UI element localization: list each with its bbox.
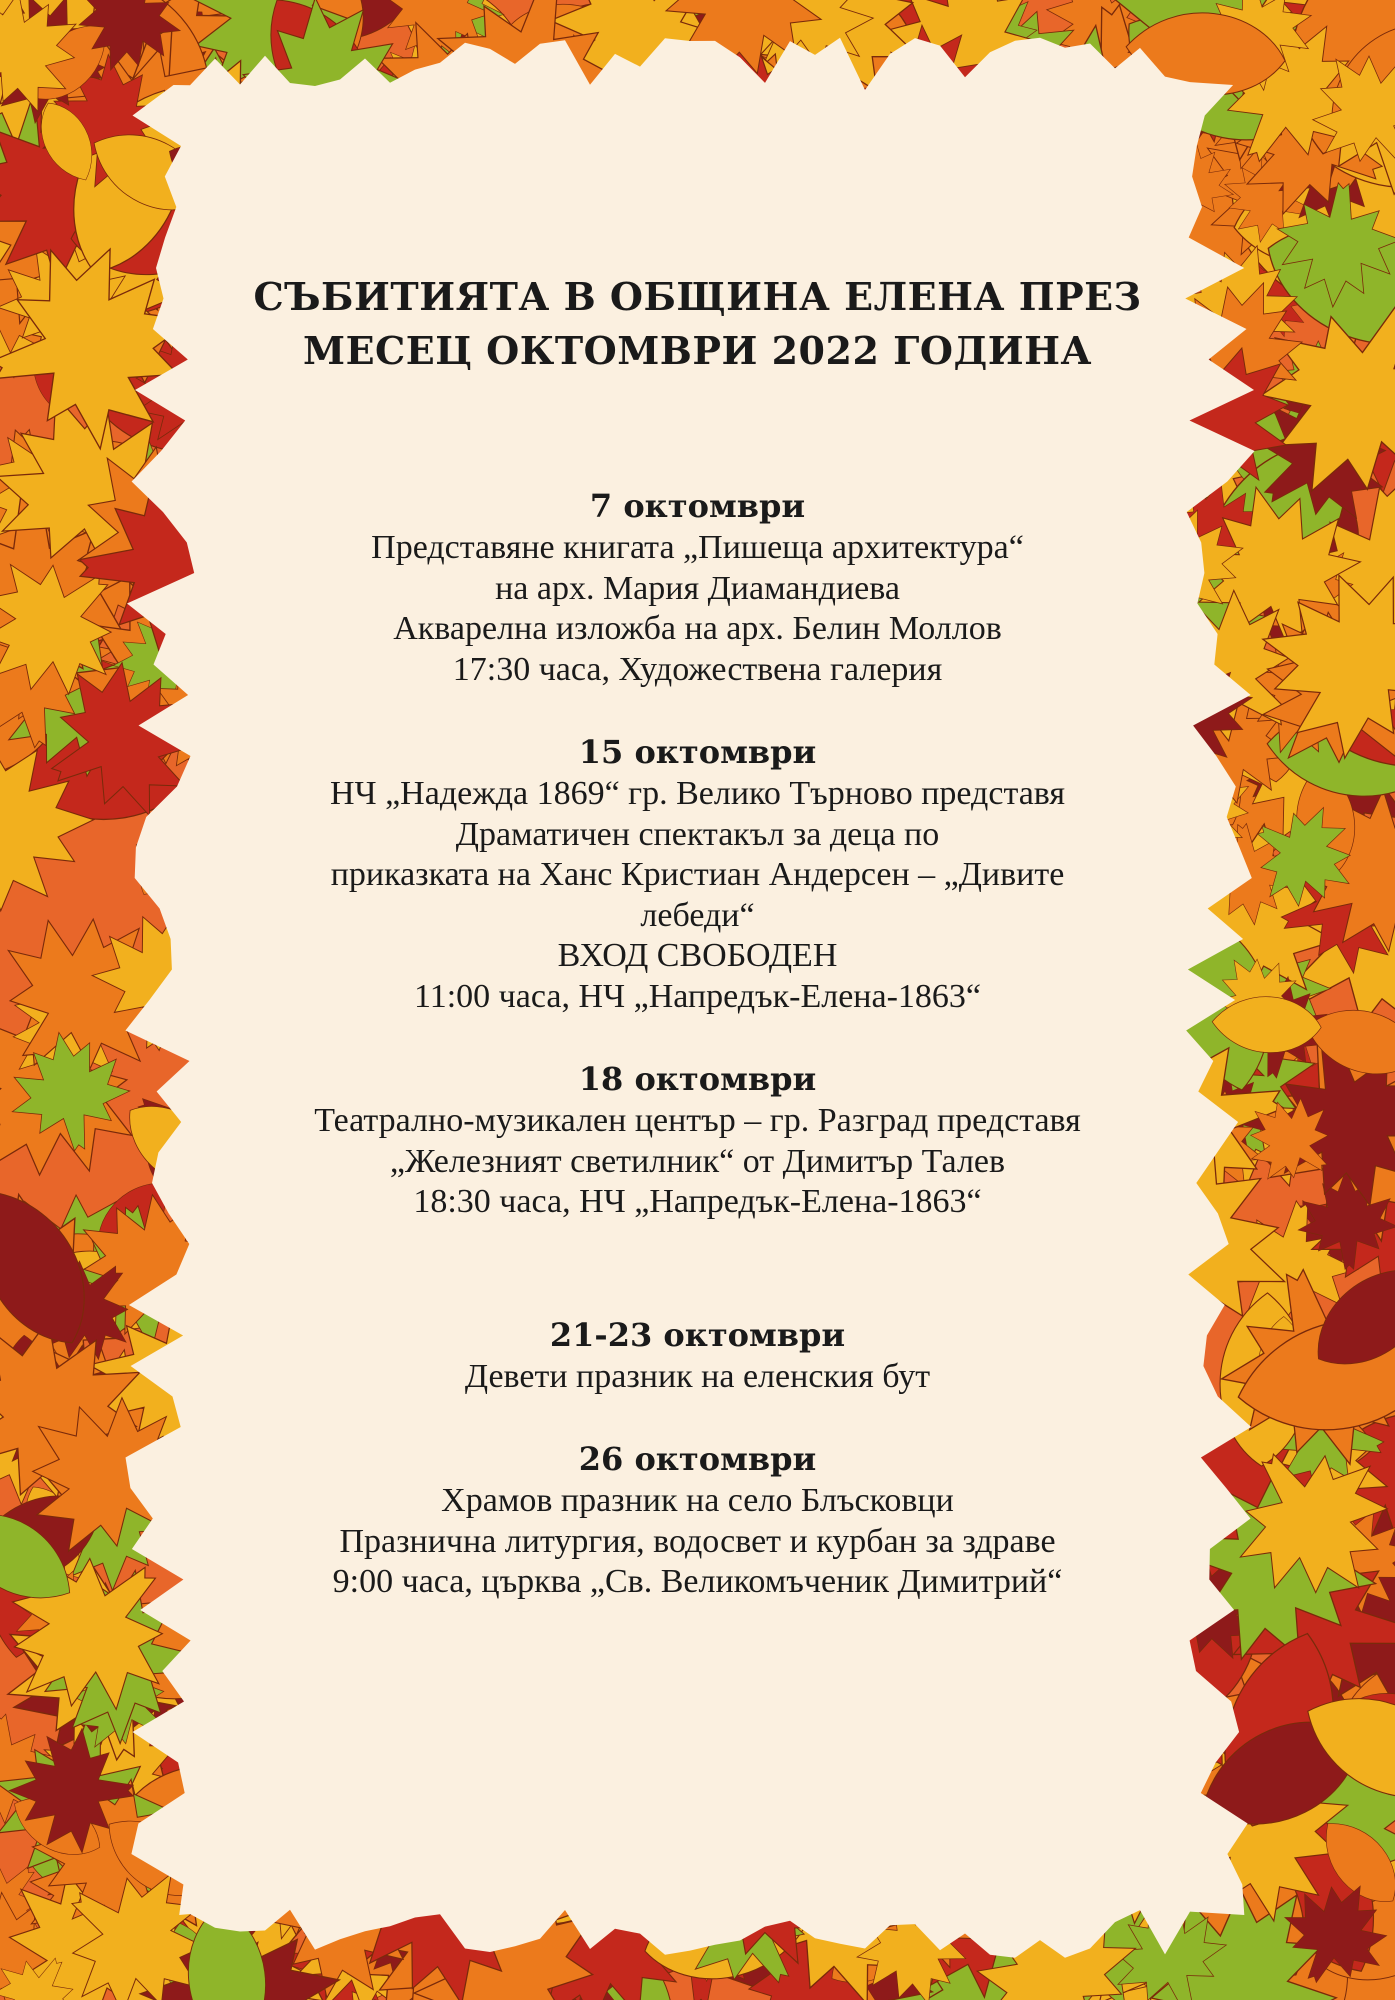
event-line: Храмов празник на село Блъсковци bbox=[441, 1482, 954, 1519]
event-line: ВХОД СВОБОДЕН bbox=[557, 937, 838, 974]
event-line: Театрално-музикален център – гр. Разград представя bbox=[314, 1102, 1081, 1139]
event-line: 18:30 часа, НЧ „Напредък-Елена-1863“ bbox=[413, 1183, 982, 1220]
event-line: „Железният светилник“ от Димитър Талев bbox=[389, 1142, 1006, 1180]
event-item bbox=[195, 1057, 1200, 1223]
event-line: 9:00 часа, църква „Св. Великомъченик Димитрий“ bbox=[332, 1563, 1063, 1600]
event-line: на арх. Мария Диамандиева bbox=[495, 569, 900, 607]
event-line: приказката на Ханс Кристиан Андерсен – „Дивите bbox=[330, 856, 1065, 893]
event-line: 17:30 часа, Художествена галерия bbox=[452, 650, 943, 688]
event-line: Представяне книгата „Пишеща архитектура“ bbox=[371, 529, 1024, 566]
event-item bbox=[195, 1437, 1200, 1603]
title-line-1: СЪБИТИЯТА В ОБЩИНА ЕЛЕНА ПРЕЗ bbox=[253, 274, 1142, 319]
event-date: 18 октомври bbox=[578, 1060, 817, 1098]
event-line: лебеди“ bbox=[640, 896, 755, 934]
event-line: Девети празник на еленския бут bbox=[464, 1357, 931, 1395]
event-line: НЧ „Надежда 1869“ гр. Велико Търново представя bbox=[329, 775, 1066, 812]
event-item bbox=[195, 730, 1200, 1017]
title-line-2: МЕСЕЦ ОКТОМВРИ 2022 ГОДИНА bbox=[303, 328, 1092, 373]
events-poster bbox=[195, 270, 1200, 1603]
event-line: 11:00 часа, НЧ „Напредък-Елена-1863“ bbox=[414, 977, 981, 1015]
event-line: Акварелна изложба на арх. Белин Моллов bbox=[393, 610, 1002, 647]
event-date: 21-23 октомври bbox=[549, 1315, 846, 1354]
event-item bbox=[195, 484, 1200, 690]
event-date: 15 октомври bbox=[578, 733, 817, 771]
event-item bbox=[195, 1313, 1200, 1398]
event-line: Празнична литургия, водосвет и курбан за здраве bbox=[339, 1522, 1056, 1560]
event-line: Драматичен спектакъл за деца по bbox=[455, 815, 940, 853]
event-date: 7 октомври bbox=[589, 487, 806, 525]
event-date: 26 октомври bbox=[578, 1440, 817, 1478]
poster-title bbox=[195, 270, 1200, 378]
